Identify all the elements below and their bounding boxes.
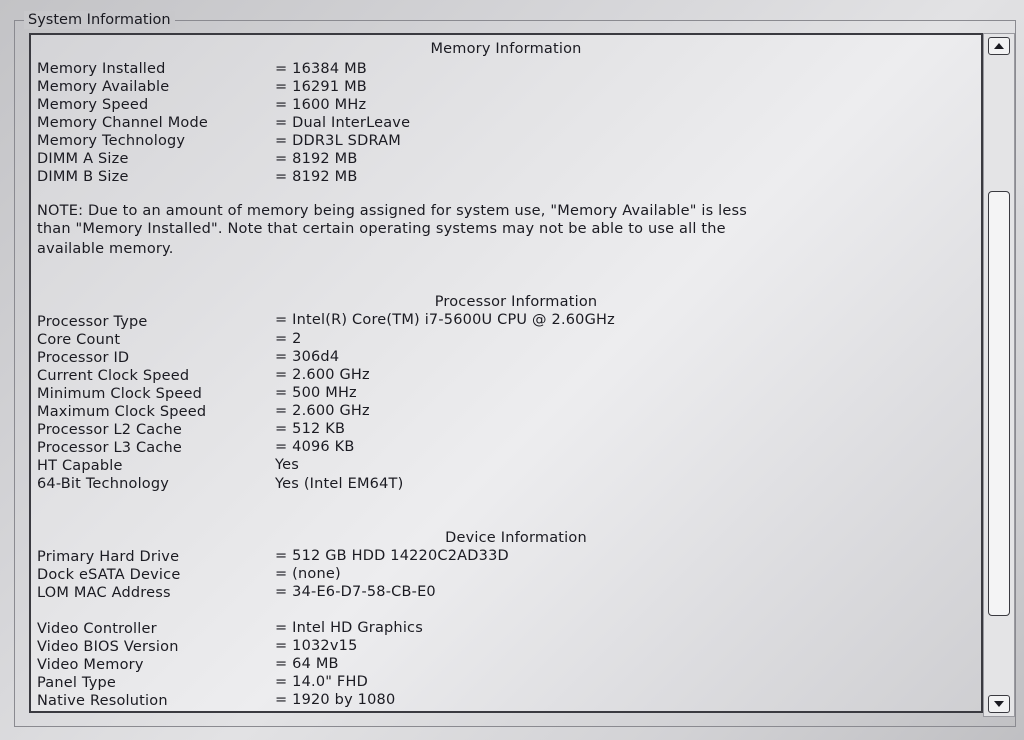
memory-technology-label: Memory Technology (37, 133, 186, 149)
processor-l3-cache-value: = 4096 KB (275, 439, 355, 455)
video-controller-label: Video Controller (37, 621, 157, 637)
core-count-value: = 2 (275, 331, 302, 347)
current-clock-speed-label: Current Clock Speed (37, 368, 190, 384)
device-section-title: Device Information (445, 530, 587, 546)
ht-capable-label: HT Capable (37, 458, 123, 474)
maximum-clock-speed-value: = 2.600 GHz (275, 403, 370, 419)
video-memory-value: = 64 MB (275, 656, 339, 672)
memory-speed-label: Memory Speed (37, 97, 149, 113)
native-resolution-value: = 1920 by 1080 (275, 692, 396, 708)
lom-mac-address-label: LOM MAC Address (37, 585, 171, 601)
memory-channel-mode-value: = Dual InterLeave (275, 115, 411, 131)
memory-speed-value: = 1600 MHz (275, 97, 367, 113)
ht-capable-value: Yes (275, 457, 300, 473)
memory-channel-mode-label: Memory Channel Mode (37, 115, 209, 131)
dimm-b-size-label: DIMM B Size (37, 169, 129, 185)
system-info-panel[interactable] (29, 33, 983, 713)
primary-hard-drive-label: Primary Hard Drive (37, 549, 180, 565)
processor-l2-cache-value: = 512 KB (275, 421, 346, 437)
memory-note-line: than "Memory Installed". Note that certain operating systems may not be able to use all the (37, 221, 726, 237)
panel-type-value: = 14.0" FHD (275, 674, 368, 690)
scroll-thumb[interactable] (988, 191, 1010, 616)
video-bios-version-label: Video BIOS Version (37, 639, 179, 655)
scroll-down-button[interactable] (988, 695, 1010, 713)
primary-hard-drive-value: = 512 GB HDD 14220C2AD33D (275, 548, 509, 564)
dock-esata-device-value: = (none) (275, 566, 341, 582)
dock-esata-device-label: Dock eSATA Device (37, 567, 181, 583)
dimm-a-size-value: = 8192 MB (275, 151, 358, 167)
memory-installed-label: Memory Installed (37, 61, 166, 77)
processor-id-value: = 306d4 (275, 349, 340, 365)
minimum-clock-speed-label: Minimum Clock Speed (37, 386, 203, 402)
lom-mac-address-value: = 34-E6-D7-58-CB-E0 (275, 584, 436, 600)
memory-available-value: = 16291 MB (275, 79, 367, 95)
memory-section-title: Memory Information (430, 41, 582, 57)
core-count-label: Core Count (37, 332, 121, 348)
processor-l2-cache-label: Processor L2 Cache (37, 422, 183, 438)
minimum-clock-speed-value: = 500 MHz (275, 385, 357, 401)
processor-section-title: Processor Information (434, 294, 598, 310)
64-bit-technology-value: Yes (Intel EM64T) (275, 476, 404, 492)
video-controller-value: = Intel HD Graphics (275, 620, 423, 636)
memory-installed-value: = 16384 MB (275, 61, 367, 77)
groupbox-title: System Information (24, 11, 175, 29)
dimm-b-size-value: = 8192 MB (275, 169, 358, 185)
panel-type-label: Panel Type (37, 675, 117, 691)
video-bios-version-value: = 1032v15 (275, 638, 358, 654)
vertical-scrollbar[interactable] (983, 33, 1015, 717)
processor-id-label: Processor ID (37, 350, 130, 366)
current-clock-speed-value: = 2.600 GHz (275, 367, 370, 383)
native-resolution-label: Native Resolution (37, 693, 168, 709)
memory-technology-value: = DDR3L SDRAM (275, 133, 401, 149)
video-memory-label: Video Memory (37, 657, 144, 673)
scroll-up-button[interactable] (988, 37, 1010, 55)
processor-type-value: = Intel(R) Core(TM) i7-5600U CPU @ 2.60GHz (275, 312, 615, 328)
memory-note-line: NOTE: Due to an amount of memory being assigned for system use, "Memory Available" is less (37, 203, 748, 219)
dimm-a-size-label: DIMM A Size (37, 151, 129, 167)
maximum-clock-speed-label: Maximum Clock Speed (37, 404, 207, 420)
memory-note-line: available memory. (37, 241, 174, 257)
processor-l3-cache-label: Processor L3 Cache (37, 440, 183, 456)
arrow-down-icon (994, 701, 1004, 707)
memory-available-label: Memory Available (37, 79, 170, 95)
processor-type-label: Processor Type (37, 314, 148, 330)
64-bit-technology-label: 64-Bit Technology (37, 476, 170, 492)
arrow-up-icon (994, 43, 1004, 49)
